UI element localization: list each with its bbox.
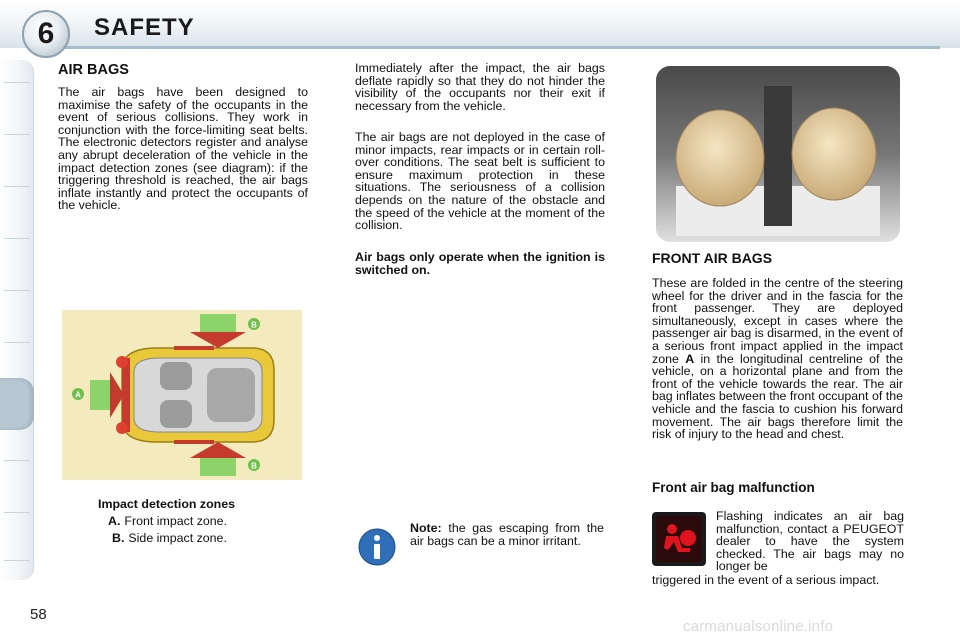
caption-key: A.: [108, 514, 121, 528]
zone-a-label: A: [75, 390, 81, 400]
zone-b-top-label: B: [251, 320, 257, 330]
malfunction-text: Flashing indicates an air bag malfunction, contact a PEUGEOT dealer to have the system checked. The air bags may no longer be: [716, 509, 904, 574]
zone-b-bottom-label: B: [251, 461, 257, 471]
chapter-tab[interactable]: [4, 186, 30, 187]
chapter-tab[interactable]: [4, 512, 30, 513]
chapter-tab[interactable]: [4, 290, 30, 291]
note-text: [410, 522, 604, 547]
header-rule: [40, 46, 940, 49]
deflation-paragraph: Immediately after the impact, the air bags deflate rapidly so that they do not hinder the visibility of the occupants nor their exit if necessary from the vehicle.: [355, 61, 605, 113]
chapter-tab[interactable]: [4, 460, 30, 461]
caption-item-a: [108, 514, 227, 528]
info-icon: [358, 528, 396, 566]
diagram-caption-title: Impact detection zones: [98, 497, 236, 511]
page-number: 58: [30, 606, 47, 623]
note-label: Note:: [410, 521, 442, 535]
car-top-view: [116, 346, 274, 444]
caption-item-b: [112, 531, 227, 545]
chapter-tab[interactable]: [4, 560, 30, 561]
airbags-heading: AIR BAGS: [58, 62, 129, 78]
note-body: the gas escaping from the air bags can be a minor irritant.: [410, 521, 604, 548]
non-deployment-paragraph: The air bags are not deployed in the case of minor impacts, rear impacts or in certain roll-over conditions. The seat belt is sufficient to ensure maximum protection in these situations. The seriousness of a collision depends on the nature of the obstacle and the speed of the vehicle at the moment of the collision.: [355, 130, 605, 233]
airbags-intro: The air bags have been designed to maximise the safety of the occupants in the event of serious collisions. They work in conjunction with the force-limiting seat belts. The electronic detectors register and analyse any abrupt deceleration of the vehicle in the impact detection zones (see diagram): if the triggering threshold is reached, the air bags inflate instantly and protect the occupants of the vehicle.: [58, 85, 308, 213]
chapter-tab[interactable]: [4, 82, 30, 83]
chapter-badge: [22, 10, 70, 58]
impact-zones-diagram: [62, 310, 302, 480]
chapter-tab-active[interactable]: [0, 378, 34, 430]
front-airbags-text: [652, 277, 903, 441]
caption-key: B.: [112, 531, 125, 545]
chapter-tabs: [0, 60, 34, 580]
ignition-warning: Air bags only operate when the ignition is switched on.: [355, 250, 605, 277]
front-airbags-text-part2: in the longitudinal centreline of the vehicle, on a horizontal plane and from the front of the vehicle towards the rear. The air bag inflates between the front occupant of the vehicle and the fascia to cushion his forward movement. The air bags therefore limit the risk of injury to the head and chest.: [652, 351, 904, 442]
chapter-number: 6: [37, 17, 55, 50]
airbag-warning-icon: [652, 512, 706, 566]
chapter-tab[interactable]: [4, 134, 30, 135]
malfunction-heading: Front air bag malfunction: [652, 480, 815, 495]
front-airbags-heading: FRONT AIR BAGS: [652, 250, 773, 266]
caption-text: Front impact zone.: [124, 514, 228, 528]
airbags-deployed-photo: [656, 66, 900, 242]
page-title: SAFETY: [94, 14, 195, 41]
caption-text: Side impact zone.: [128, 531, 227, 545]
impact-zone-key: A: [685, 351, 695, 366]
malfunction-text-continued: triggered in the event of a serious impact.: [652, 573, 880, 587]
watermark: carmanualsonline.info: [683, 618, 834, 635]
chapter-tab[interactable]: [4, 342, 30, 343]
front-airbags-text-part1: These are folded in the centre of the steering wheel for the driver and in the fascia for the front passenger. They are deployed simultaneously, except in cases where the passenger air bag is disarmed, in the event of a serious front impact applied in the impact zone: [652, 276, 903, 366]
chapter-tab[interactable]: [4, 238, 30, 239]
